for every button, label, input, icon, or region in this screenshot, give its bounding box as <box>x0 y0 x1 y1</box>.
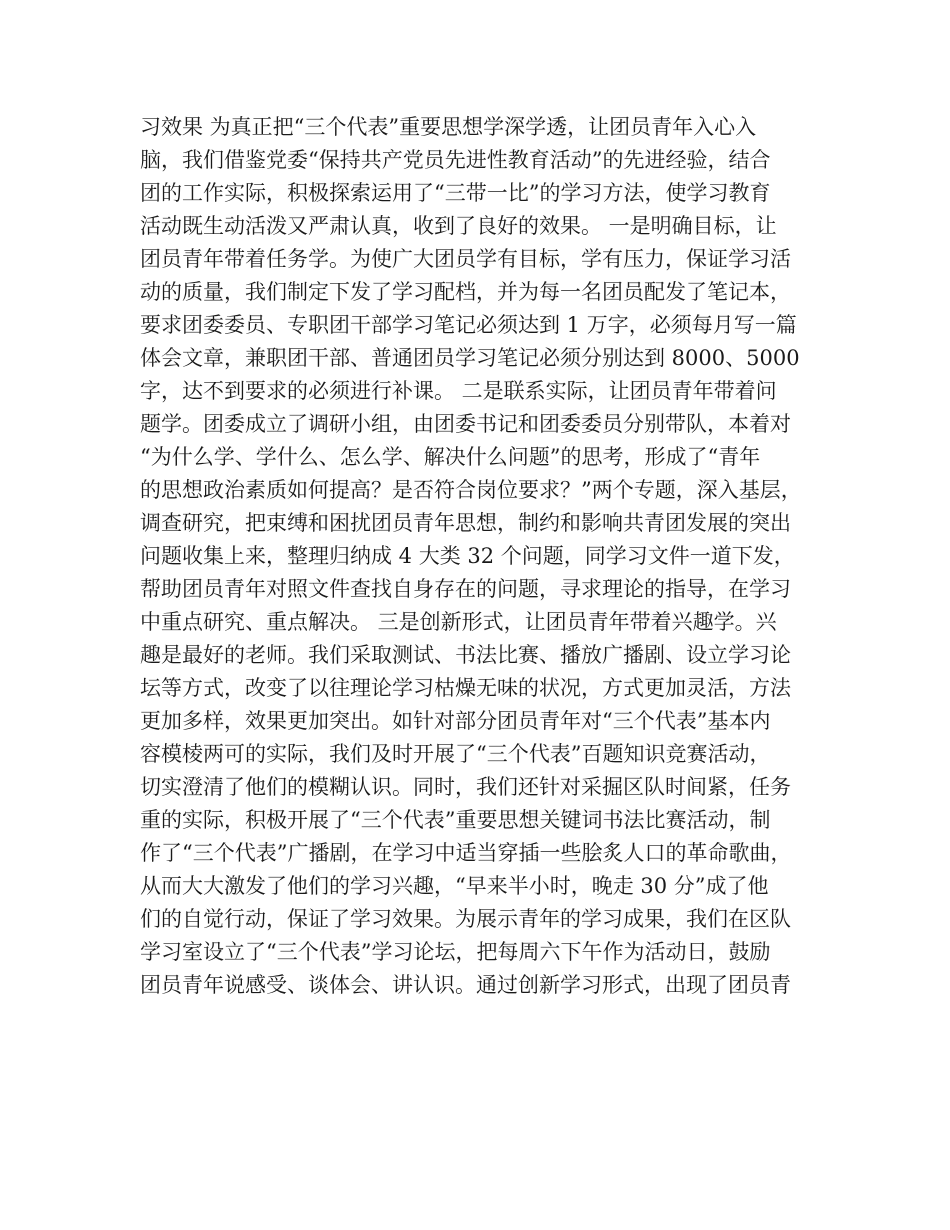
text-line: 团员青年说感受、谈体会、讲认识。通过创新学习形式，出现了团员青 <box>140 973 791 997</box>
text-line: 调查研究，把束缚和困扰团员青年思想，制约和影响共青团发展的突出 <box>140 511 791 535</box>
text-line: 问题收集上来，整理归纳成 4 大类 32 个问题，同学习文件一道下发， <box>140 544 795 568</box>
text-line: 脑，我们借鉴党委“保持共产党员先进性教育活动”的先进经验，结合 <box>140 148 771 172</box>
text-line: 中重点研究、重点解决。 三是创新形式，让团员青年带着兴趣学。兴 <box>140 610 777 634</box>
text-line: 团的工作实际，积极探索运用了“三带一比”的学习方法，使学习教育 <box>140 181 771 205</box>
text-line: 切实澄清了他们的模糊认识。同时，我们还针对采掘区队时间紧，任务 <box>140 775 791 799</box>
text-line: 体会文章，兼职团干部、普通团员学习笔记必须分别达到 8000、5000 <box>140 346 800 370</box>
text-line: 作了“三个代表”广播剧，在学习中适当穿插一些脍炙人口的革命歌曲， <box>140 841 792 865</box>
text-line: 的思想政治素质如何提高？是否符合岗位要求？”两个专题，深入基层， <box>140 478 802 502</box>
body-text <box>140 111 840 1002</box>
text-line: 容模棱两可的实际，我们及时开展了“三个代表”百题知识竞赛活动， <box>140 742 771 766</box>
text-line: 从而大大激发了他们的学习兴趣，“早来半小时，晚走 30 分”成了他 <box>140 874 769 898</box>
text-line: 字，达不到要求的必须进行补课。 二是联系实际，让团员青年带着问 <box>140 379 777 403</box>
text-line: 们的自觉行动，保证了学习效果。为展示青年的学习成果，我们在区队 <box>140 907 791 931</box>
text-line: 团员青年带着任务学。为使广大团员学有目标，学有压力，保证学习活 <box>140 247 791 271</box>
text-line: 动的质量，我们制定下发了学习配档，并为每一名团员配发了笔记本， <box>140 280 791 304</box>
text-line: 帮助团员青年对照文件查找自身存在的问题，寻求理论的指导，在学习 <box>140 577 791 601</box>
text-line: 活动既生动活泼又严肃认真，收到了良好的效果。 一是明确目标，让 <box>140 214 777 238</box>
text-line: 坛等方式，改变了以往理论学习枯燥无味的状况，方式更加灵活，方法 <box>140 676 791 700</box>
text-line: 题学。团委成立了调研小组，由团委书记和团委委员分别带队，本着对 <box>140 412 791 436</box>
text-line: 要求团委委员、专职团干部学习笔记必须达到 1 万字，必须每月写一篇 <box>140 313 797 337</box>
text-line: “为什么学、学什么、怎么学、解决什么问题”的思考，形成了“青年 <box>140 445 761 469</box>
text-line: 学习室设立了“三个代表”学习论坛，把每周六下午作为活动日，鼓励 <box>140 940 771 964</box>
text-line: 习效果 为真正把“三个代表”重要思想学深学透，让团员青年入心入 <box>140 115 757 139</box>
text-line: 趣是最好的老师。我们采取测试、书法比赛、播放广播剧、设立学习论 <box>140 643 791 667</box>
text-line: 更加多样，效果更加突出。如针对部分团员青年对“三个代表”基本内 <box>140 709 771 733</box>
text-line: 重的实际，积极开展了“三个代表”重要思想关键词书法比赛活动，制 <box>140 808 771 832</box>
